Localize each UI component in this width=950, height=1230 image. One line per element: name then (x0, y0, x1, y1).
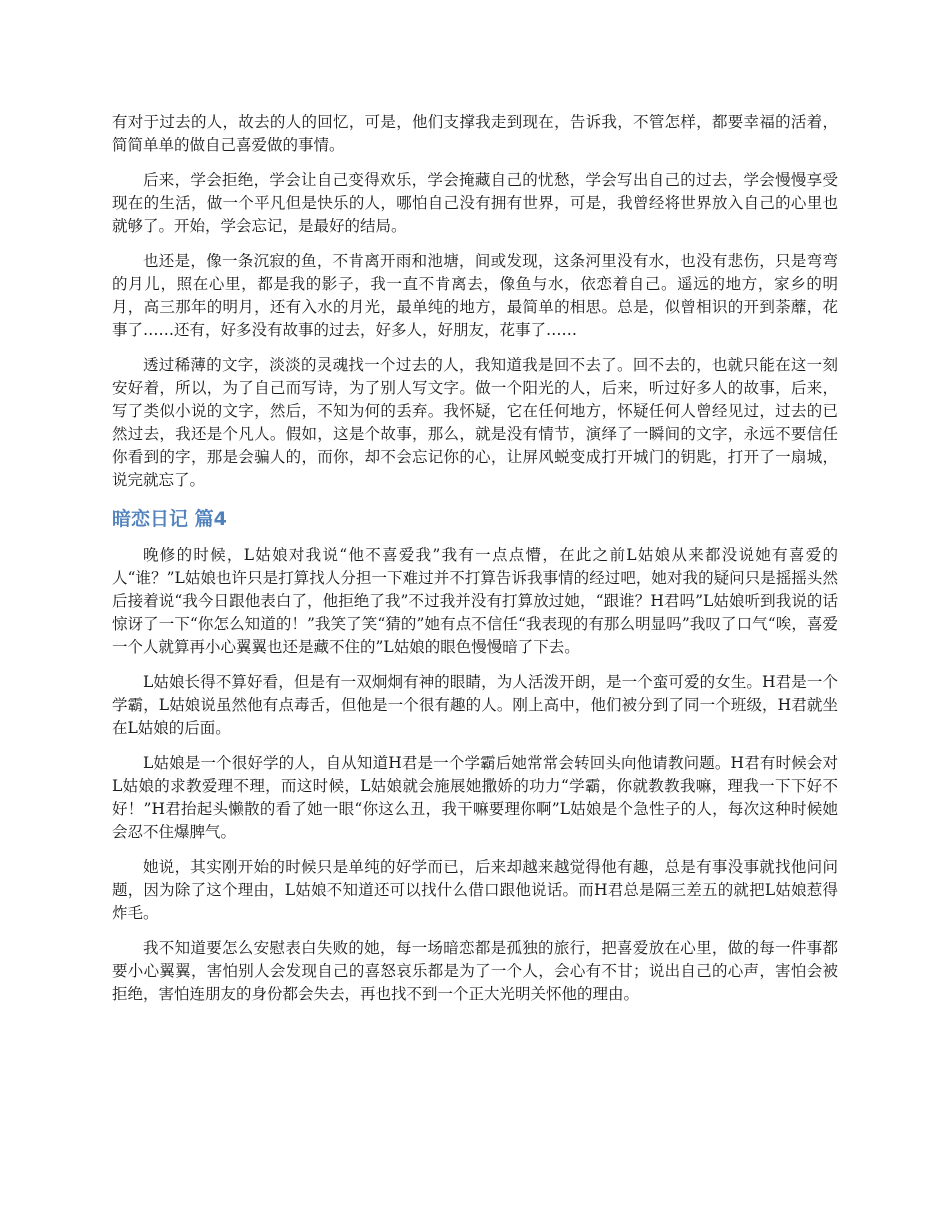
paragraph: L姑娘是一个很好学的人，自从知道H君是一个学霸后她常常会转回头向他请教问题。H君有时候会对L姑娘的求教爱理不理，而这时候，L姑娘就会施展她撒娇的功力“学霸，你就教教我嘛，理我一下下好不好！”H君抬起头懒散的看了她一眼“你这么丑，我干嘛要理你啊”L姑娘是个急性子的人，每次这种时候她会忍不住爆脾气。 (112, 754, 838, 841)
paragraph: 也还是，像一条沉寂的鱼，不肯离开雨和池塘，间或发现，这条河里没有水，也没有悲伤，只是弯弯的月儿，照在心里，都是我的影子，我一直不肯离去，像鱼与水，依恋着自己。遥远的地方，家乡的明月，高三那年的明月，还有入水的月光，最单纯的地方，最简单的相思。总是，似曾相识的开到荼蘼，花事了……还有，好多没有故事的过去，好多人，好朋友，花事了…… (112, 252, 838, 339)
paragraph: L姑娘长得不算好看，但是有一双炯炯有神的眼睛，为人活泼开朗，是一个蛮可爱的女生。H君是一个学霸，L姑娘说虽然他有点毒舌，但他是一个很有趣的人。刚上高中，他们被分到了同一个班级，H君就坐在L姑娘的后面。 (112, 673, 838, 737)
paragraph: 透过稀薄的文字，淡淡的灵魂找一个过去的人，我知道我是回不去了。回不去的，也就只能在这一刻安好着，所以，为了自己而写诗，为了别人写文字。做一个阳光的人，后来，听过好多人的故事，后来，写了类似小说的文字，然后，不知为何的丢弃。我怀疑，它在任何地方，怀疑任何人曾经见过，过去的已然过去，我还是个凡人。假如，这是个故事，那么，就是没有情节，演绎了一瞬间的文字，永远不要信任你看到的字，那是会骗人的，而你，却不会忘记你的心，让屏风蜕变成打开城门的钥匙，打开了一扇城，说完就忘了。 (112, 356, 838, 489)
document-page (112, 111, 838, 1018)
paragraph: 她说，其实刚开始的时候只是单纯的好学而已，后来却越来越觉得他有趣，总是有事没事就找他问问题，因为除了这个理由，L姑娘不知道还可以找什么借口跟他说话。而H君总是隔三差五的就把L姑娘惹得炸毛。 (112, 858, 838, 922)
paragraph: 后来，学会拒绝，学会让自己变得欢乐，学会掩藏自己的忧愁，学会写出自己的过去，学会慢慢享受现在的生活，做一个平凡但是快乐的人，哪怕自己没有拥有世界，可是，我曾经将世界放入自己的心里也就够了。开始，学会忘记，是最好的结局。 (112, 171, 838, 235)
section-heading: 暗恋日记 篇4 (112, 508, 227, 530)
paragraph: 晚修的时候，L姑娘对我说“他不喜爱我”我有一点点懵，在此之前L姑娘从来都没说她有喜爱的人“谁？”L姑娘也许只是打算找人分担一下难过并不打算告诉我事情的经过吧，她对我的疑问只是摇摇头然后接着说“我今日跟他表白了，他拒绝了我”不过我并没有打算放过她，“跟谁？H君吗”L姑娘听到我说的话惊讶了一下“你怎么知道的！”我笑了笑“猜的”她有点不信任“我表现的有那么明显吗”我叹了口气“唉，喜爱一个人就算再小心翼翼也还是藏不住的”L姑娘的眼色慢慢暗了下去。 (112, 546, 838, 656)
paragraph-continued: 有对于过去的人，故去的人的回忆，可是，他们支撑我走到现在，告诉我，不管怎样，都要幸福的活着，简简单单的做自己喜爱做的事情。 (112, 113, 838, 154)
paragraph: 我不知道要怎么安慰表白失败的她，每一场暗恋都是孤独的旅行，把喜爱放在心里，做的每一件事都要小心翼翼，害怕别人会发现自己的喜怒哀乐都是为了一个人，会心有不甘；说出自己的心声，害怕会被拒绝，害怕连朋友的身份都会失去，再也找不到一个正大光明关怀他的理由。 (112, 939, 838, 1003)
